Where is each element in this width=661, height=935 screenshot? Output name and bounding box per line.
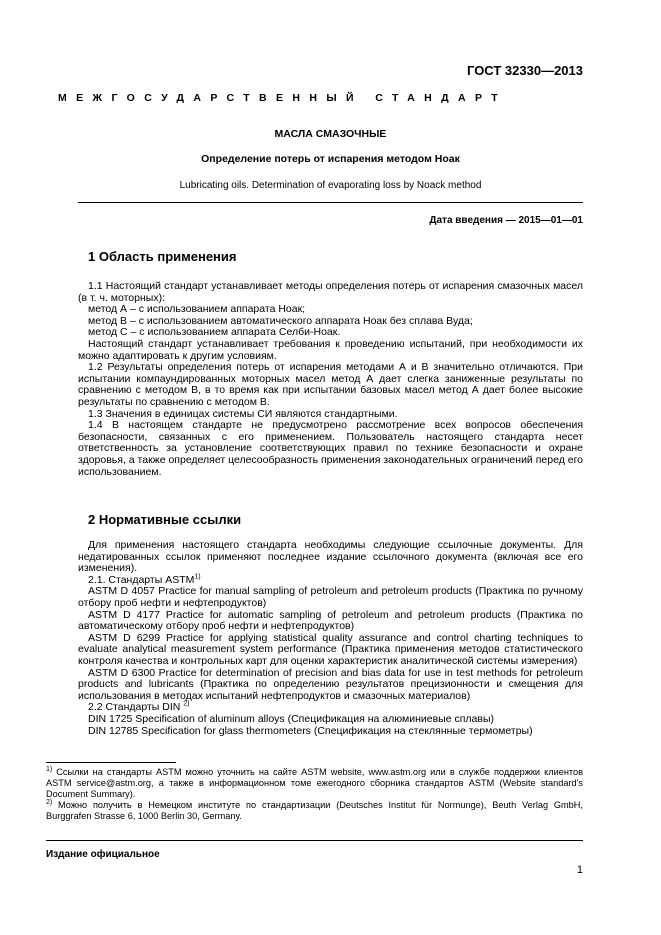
- paragraph-1-2: 1.2 Результаты определения потерь от испарения методами А и В значительно отличаются. При испытании компаундированных моторных масел метод А дает слегка заниженные результаты по сравнению с методом В, в то время как при испытании базовых масел метод А дает более высокие результаты по сравнению с методом В.: [78, 361, 583, 408]
- footnote-ref-1[interactable]: 1): [194, 573, 201, 581]
- footnote-1: [46, 767, 583, 800]
- document-title-english: Lubricating oils. Determination of evaporating loss by Noack method: [179, 180, 482, 191]
- section-1-body: [78, 281, 583, 478]
- reference-astm-d4057: ASTM D 4057 Practice for manual sampling of petroleum and petroleum products (Практика по ручному отбору проб нефти и нефтепродуктов): [78, 585, 583, 609]
- paragraph-1-1: 1.1 Настоящий стандарт устанавливает методы определения потерь от испарения смазочных масел (в т. ч. моторных):: [78, 280, 583, 304]
- paragraph-1-4: 1.4 В настоящем стандарте не предусмотрено рассмотрение всех вопросов обеспечения безопасности, связанных с его применением. Пользователь настоящего стандарта несет ответственность за установление соответствующих правил по технике безопасности и охране здоровья, а также определяет целесообразность применения законодательных ограничений перед его использованием.: [78, 419, 584, 478]
- method-b-item: метод В – с использованием автоматического аппарата Ноак без сплава Вуда;: [88, 314, 473, 327]
- paragraph-requirements: Настоящий стандарт устанавливает требования к проведению испытаний, при необходимости их можно адаптировать к другим условиям.: [78, 337, 583, 362]
- reference-astm-d4177: ASTM D 4177 Practice for automatic sampling of petroleum and petroleum products (Практика по автоматическому отбору проб нефти и нефтепродуктов): [78, 608, 583, 633]
- footnote-1-mark: 1): [46, 765, 53, 773]
- din-heading-text: 2.2 Стандарты DIN: [88, 701, 181, 714]
- section-2-heading: 2 Нормативные ссылки: [88, 512, 242, 527]
- footnotes: [46, 767, 583, 822]
- footnote-ref-2[interactable]: 2): [183, 700, 190, 708]
- page-number: 1: [576, 864, 583, 876]
- reference-din-12785: DIN 12785 Specification for glass thermometers (Спецификация на стеклянные термометры): [88, 724, 533, 737]
- reference-astm-d6299: ASTM D 6299 Practice for applying statistical quality assurance and control charting techniques to evaluate analytical measurement system performance (Практика применения методов статистического контроля качества и контрольных карт для оценки характеристик аналитической системы измерения): [78, 631, 583, 667]
- gost-number: ГОСТ 32330—2013: [467, 63, 583, 78]
- paragraph-1-3: 1.3 Значения в единицах системы СИ являются стандартными.: [88, 407, 398, 420]
- astm-heading-text: 2.1. Стандарты ASTM: [88, 573, 195, 586]
- method-a-item: метод А – с использованием аппарата Ноак;: [88, 303, 306, 316]
- reference-din-1725: DIN 1725 Specification of aluminum alloys (Спецификация на алюминиевые сплавы): [88, 712, 495, 725]
- reference-astm-d6300: ASTM D 6300 Practice for determination of precision and bias data for use in test methods for petroleum products and lubricants (Практика по определению результатов прецизионности и смещения для использования в методах испытаний нефтепродуктов и смазочных материалов): [78, 666, 583, 702]
- title-divider: [78, 202, 583, 203]
- footer-divider: [46, 840, 583, 841]
- references-intro: Для применения настоящего стандарта необходимы следующие ссылочные документы. Для недатированных ссылок применяют последнее издание ссылочного документа (включая все его изменения).: [78, 539, 583, 575]
- footnote-2: [46, 800, 583, 822]
- document-title: МАСЛА СМАЗОЧНЫЕ: [274, 128, 387, 140]
- footnote-2-mark: 2): [46, 798, 53, 806]
- document-subtitle: Определение потерь от испарения методом Ноак: [201, 153, 460, 165]
- official-edition-label: Издание официальное: [46, 849, 160, 860]
- footnote-2-text: Можно получить в Немецком институте по стандартизации (Deutsches Institut für Normunge), Beuth Verlag GmbH, Burggrafen Strasse 6, 1000 Berlin 30, Germany.: [46, 800, 583, 821]
- section-1-heading: 1 Область применения: [88, 249, 237, 264]
- introduction-date: Дата введения — 2015—01—01: [429, 215, 583, 226]
- footnote-1-text: Ссылки на стандарты ASTM можно уточнить на сайте ASTM website, www.astm.org или в службе поддержки клиентов ASTM service@astm.org, а также в информационном томе ежегодного сборника стандартов ASTM (Website standard's Document Summary).: [46, 767, 583, 799]
- section-2-body: [78, 540, 583, 737]
- interstate-standard-banner: МЕЖГОСУДАРСТВЕННЫЙ СТАНДАРТ: [58, 92, 508, 104]
- method-c-item: метод С – с использованием аппарата Селби-Ноак.: [88, 326, 341, 339]
- footnote-separator: [46, 762, 176, 763]
